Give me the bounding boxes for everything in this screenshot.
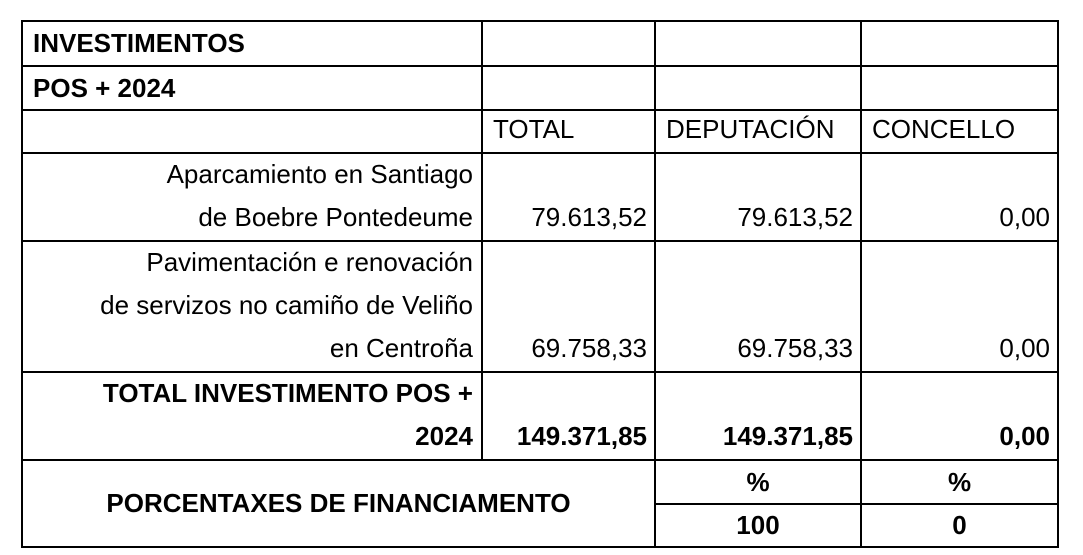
row-1-deputacion-value: 79.613,52 — [737, 202, 853, 232]
empty-cell — [654, 20, 862, 67]
row-2-desc-line-1: Pavimentación e renovación — [146, 247, 473, 277]
empty-cell — [21, 109, 483, 154]
financing-concello-unit: % — [860, 459, 1059, 505]
header-deputacion: DEPUTACIÓN — [654, 109, 862, 154]
row-2-total — [481, 240, 656, 373]
row-1-description — [21, 152, 483, 242]
total-row-deputacion — [654, 371, 862, 461]
total-row-concello — [860, 371, 1059, 461]
row-1-concello-value: 0,00 — [999, 202, 1050, 232]
financing-concello-value: 0 — [860, 503, 1059, 548]
row-2-desc-line-2: de servizos no camiño de Veliño — [100, 290, 473, 320]
row-2-description — [21, 240, 483, 373]
row-1-desc-line-1: Aparcamiento en Santiago — [166, 159, 473, 189]
row-2-desc-line-3: en Centroña — [329, 333, 473, 363]
title-investimentos: INVESTIMENTOS — [21, 20, 483, 67]
row-1-concello — [860, 152, 1059, 242]
total-label-line-2: 2024 — [415, 421, 473, 451]
empty-cell — [860, 65, 1059, 111]
total-row-label — [21, 371, 483, 461]
row-2-concello-value: 0,00 — [999, 333, 1050, 363]
total-deputacion-value: 149.371,85 — [722, 421, 853, 451]
row-1-total — [481, 152, 656, 242]
empty-cell — [481, 65, 656, 111]
row-2-concello — [860, 240, 1059, 373]
row-1-deputacion — [654, 152, 862, 242]
row-1-total-value: 79.613,52 — [531, 202, 647, 232]
investment-table — [21, 20, 1059, 548]
header-concello: CONCELLO — [860, 109, 1059, 154]
empty-cell — [481, 20, 656, 67]
row-2-total-value: 69.758,33 — [531, 333, 647, 363]
row-1-desc-line-2: de Boebre Pontedeume — [198, 202, 473, 232]
row-2-deputacion-value: 69.758,33 — [737, 333, 853, 363]
total-label-line-1: TOTAL INVESTIMENTO POS + — [102, 378, 473, 408]
financing-label: PORCENTAXES DE FINANCIAMENTO — [21, 459, 656, 548]
header-total: TOTAL — [481, 109, 656, 154]
financing-deputacion-unit: % — [654, 459, 862, 505]
title-pos-2024: POS + 2024 — [21, 65, 483, 111]
total-total-value: 149.371,85 — [516, 421, 647, 451]
total-concello-value: 0,00 — [999, 421, 1050, 451]
row-2-deputacion — [654, 240, 862, 373]
empty-cell — [860, 20, 1059, 67]
empty-cell — [654, 65, 862, 111]
total-row-total — [481, 371, 656, 461]
financing-deputacion-value: 100 — [654, 503, 862, 548]
